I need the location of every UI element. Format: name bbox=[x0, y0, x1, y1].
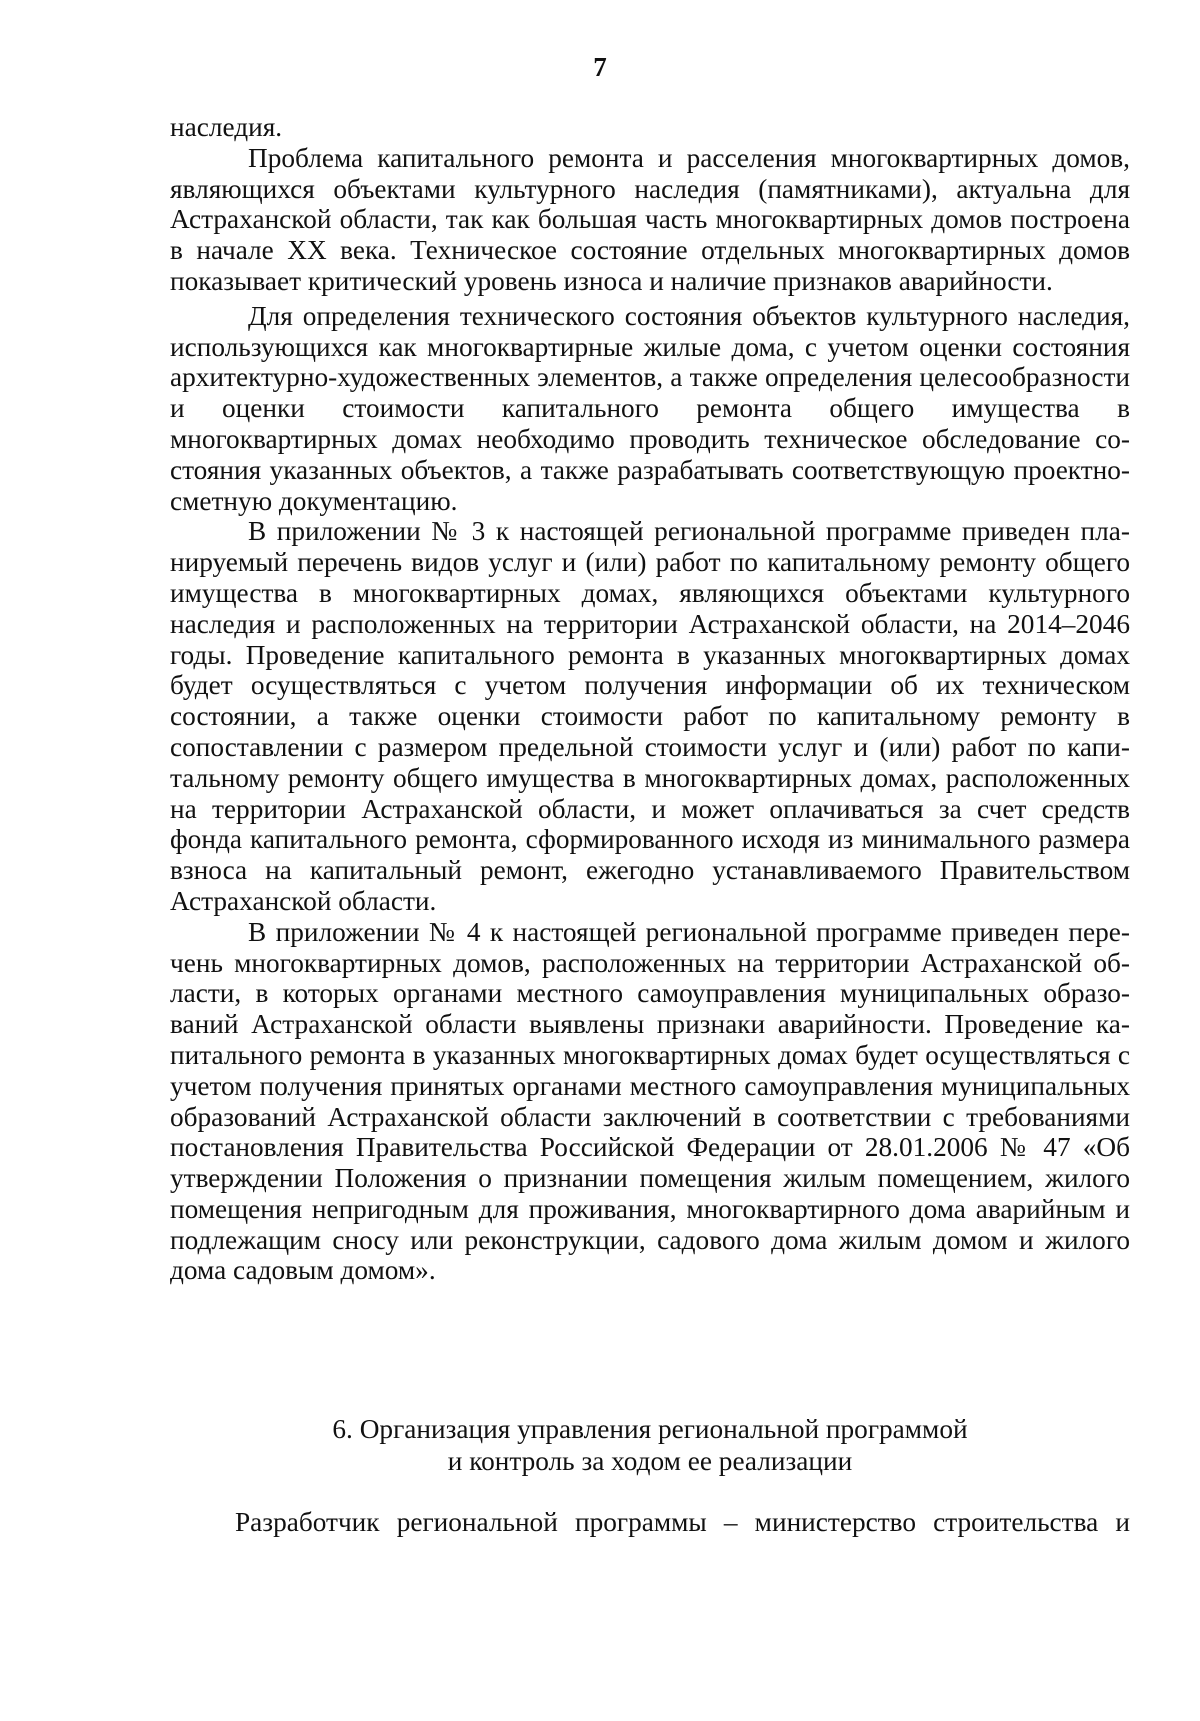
paragraph: Для определения технического состояния объектов культурного наследия, использующихся как многоквартирные жилые дома, с учетом оценки состояния архитектурно-художественных элементов, а также определения целесообразности и оценки стоимости капитального ремонта общего имущества в многоквартирных домах необходимо проводить техническое обследование состояния указанных объектов, а также разрабатывать соответствующую проектно-сметную документацию. bbox=[170, 300, 1130, 516]
paragraph: Проблема капитального ремонта и расселения многоквартирных домов, являющихся объектами культурного наследия (памятниками), актуальна для Астраханской области, так как большая часть многоквартирных домов построена в начале XX века. Техническое состояние отдельных многоквартирных домов показывает критический уровень износа и наличие признаков аварийности. bbox=[170, 142, 1130, 296]
paragraph: В приложении № 3 к настоящей региональной программе приведен планируемый перечень видов услуг и (или) работ по капитальному ремонту общего имущества в многоквартирных домах, являющихся объектами культурного наследия и расположенных на территории Астраханской области, на 2014–2046 годы. Проведение капитального ремонта в указанных многоквартирных домах будет осуществляться с учетом получения информации об их техническом состоянии, а также оценки стоимости работ по капитальному ремонту в сопоставлении с размером предельной стоимости услуг и (или) работ по капитальному ремонту общего имущества в многоквартирных домах, расположенных на территории Астраханской области, и может оплачиваться за счет средств фонда капитального ремонта, сформированного исходя из минимального размера взноса на капитальный ремонт, ежегодно устанавливаемого Правительством Астраханской области. bbox=[170, 516, 1130, 916]
body-text bbox=[170, 112, 1130, 1286]
paragraph-continuation: наследия. bbox=[170, 112, 283, 142]
paragraph: В приложении № 4 к настоящей региональной программе приведен перечень многоквартирных домов, расположенных на территории Астраханской области, в которых органами местного самоуправления муниципальных образований Астраханской области выявлены признаки аварийности. Проведение капитального ремонта в указанных многоквартирных домах будет осуществляться с учетом получения принятых органами местного самоуправления муниципальных образований Астраханской области заключений в соответствии с требованиями постановления Правительства Российской Федерации от 28.01.2006 № 47 «Об утверждении Положения о признании помещения жилым помещением, жилого помещения непригодным для проживания, многоквартирного дома аварийным и подлежащим сносу или реконструкции, садового дома жилым домом и жилого дома садовым домом». bbox=[170, 916, 1130, 1286]
page-number: 7 bbox=[593, 52, 607, 82]
section-heading bbox=[170, 1413, 1130, 1477]
section-heading-line: и контроль за ходом ее реализации bbox=[447, 1446, 853, 1476]
section-heading-line: 6. Организация управления региональной программой bbox=[332, 1414, 968, 1444]
paragraph-start: Разработчик региональной программы – министерство строительства и bbox=[235, 1507, 1130, 1537]
